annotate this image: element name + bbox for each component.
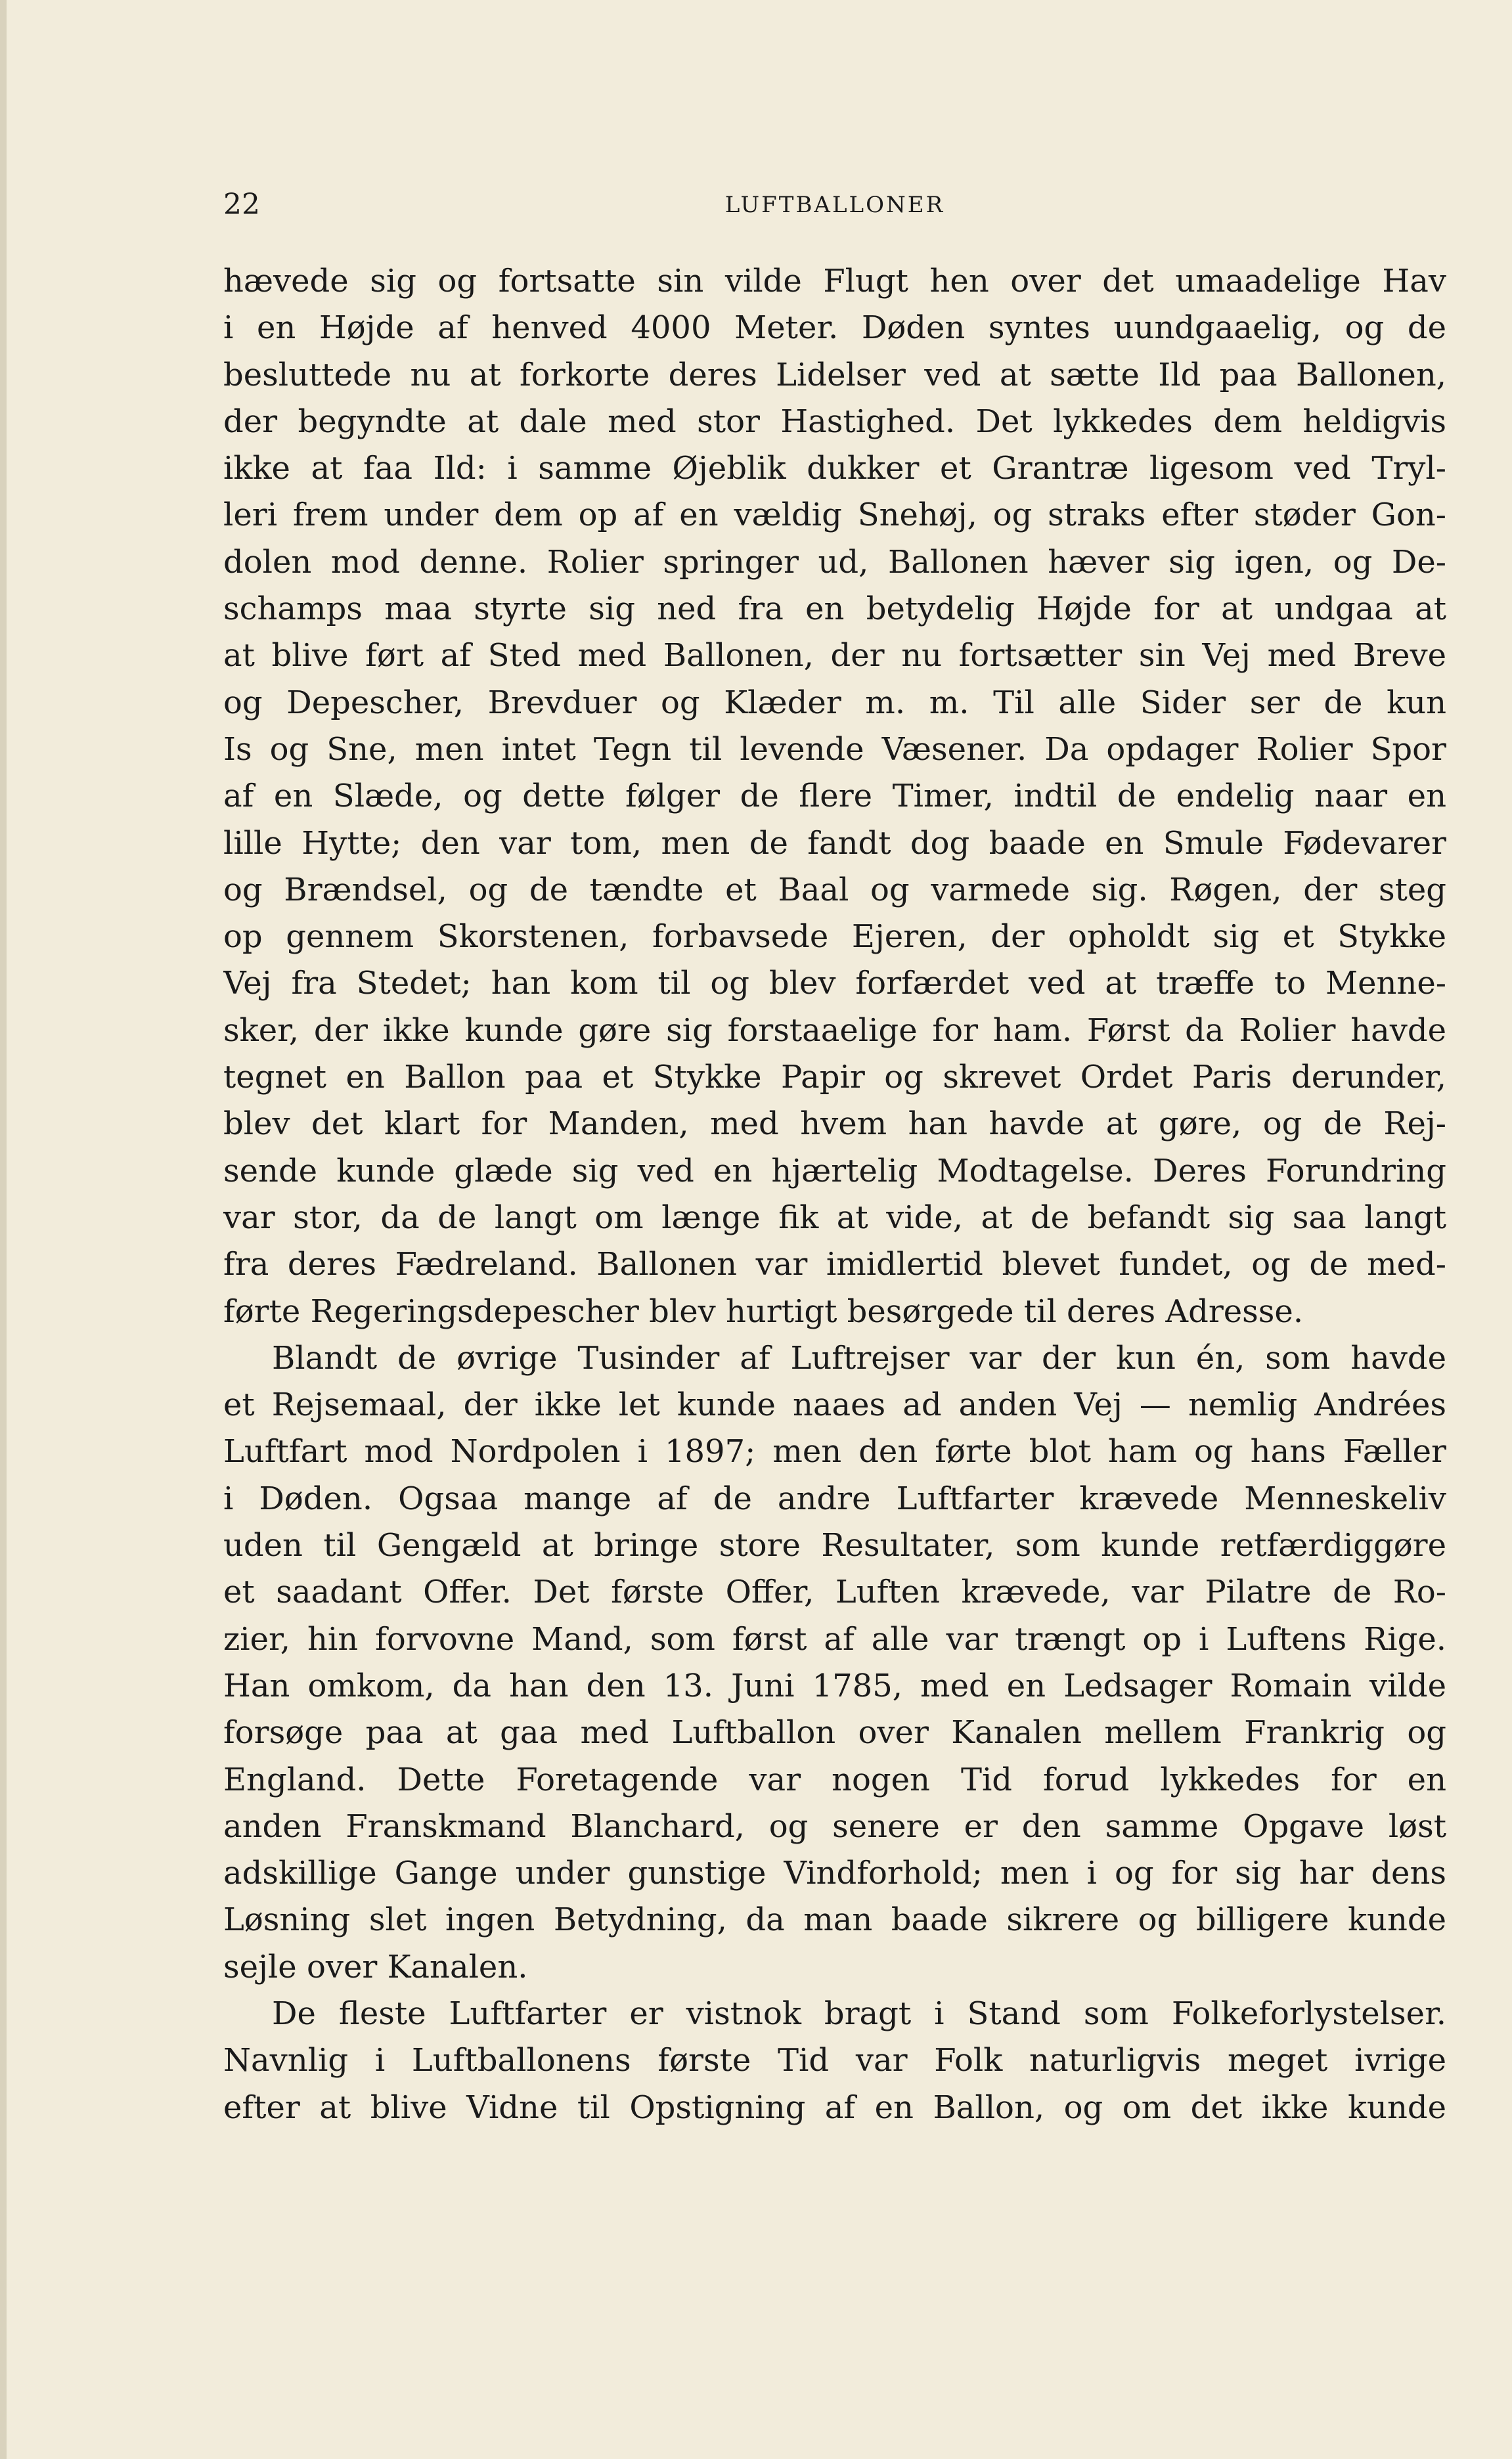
text-line: Navnlig i Luftballonens første Tid var Folk naturligvis meget ivrige	[223, 2042, 1446, 2079]
text-line: hævede sig og fortsatte sin vilde Flugt hen over det umaadelige Hav	[223, 263, 1446, 299]
text-line: tegnet en Ballon paa et Stykke Papir og skrevet Ordet Paris derunder,	[223, 1059, 1446, 1096]
text-line: England. Dette Foretagende var nogen Tid forud lykkedes for en	[223, 1761, 1446, 1798]
text-line: i Døden. Ogsaa mange af de andre Luftfarter krævede Menneskeliv	[223, 1480, 1446, 1517]
text-line: schamps maa styrte sig ned fra en betydelig Højde for at undgaa at	[223, 590, 1446, 628]
text-line: ikke at faa Ild: i samme Øjeblik dukker et Grantræ ligesom ved Tryl-	[223, 450, 1446, 487]
page-edge-shadow	[0, 0, 7, 2459]
text-line: var stor, da de langt om længe fik at vide, at de befandt sig saa langt	[223, 1199, 1446, 1236]
text-line: Han omkom, da han den 13. Juni 1785, med en Ledsager Romain vilde	[223, 1667, 1446, 1704]
text-line: Luftfart mod Nordpolen i 1897; men den førte blot ham og hans Fæller	[223, 1433, 1446, 1471]
text-line: Is og Sne, men intet Tegn til levende Væsener. Da opdager Rolier Spor	[223, 730, 1446, 768]
text-line: Blandt de øvrige Tusinder af Luftrejser var der kun én, som havde	[272, 1339, 1446, 1377]
text-line: sejle over Kanalen.	[223, 1948, 528, 1985]
running-head: LUFTBALLONER	[724, 192, 945, 218]
text-line: og Brændsel, og de tændte et Baal og varmede sig. Røgen, der steg	[223, 871, 1446, 908]
text-line: førte Regeringsdepescher blev hurtigt besørgede til deres Adresse.	[223, 1293, 1304, 1330]
text-line: Vej fra Stedet; han kom til og blev forfærdet ved at træffe to Menne-	[223, 965, 1446, 1002]
text-line: op gennem Skorstenen, forbavsede Ejeren, der opholdt sig et Stykke	[223, 918, 1446, 956]
text-line: uden til Gengæld at bringe store Resultater, som kunde retfærdiggøre	[223, 1527, 1446, 1564]
page-header	[223, 185, 1446, 225]
text-line: af en Slæde, og dette følger de flere Timer, indtil de endelig naar en	[223, 778, 1446, 815]
text-line: lille Hytte; den var tom, men de fandt dog baade en Smule Fødevarer	[223, 824, 1446, 862]
text-line: De fleste Luftfarter er vistnok bragt i Stand som Folkeforlystelser.	[272, 1995, 1446, 2032]
text-line: leri frem under dem op af en vældig Snehøj, og straks efter støder Gon-	[223, 497, 1446, 534]
page-number: 22	[223, 188, 260, 221]
text-line: Løsning slet ingen Betydning, da man baade sikrere og billigere kunde	[223, 1901, 1446, 1939]
text-line: et saadant Offer. Det første Offer, Luften krævede, var Pilatre de Ro-	[223, 1574, 1446, 1611]
text-line: adskillige Gange under gunstige Vindforhold; men i og for sig har dens	[223, 1855, 1446, 1892]
text-line: sker, der ikke kunde gøre sig forstaaelige for ham. Først da Rolier havde	[223, 1011, 1446, 1049]
text-line: et Rejsemaal, der ikke let kunde naaes ad anden Vej — nemlig Andrées	[223, 1386, 1446, 1424]
body-text	[223, 258, 1446, 2131]
text-line: der begyndte at dale med stor Hastighed. Det lykkedes dem heldigvis	[223, 403, 1446, 440]
paragraph	[223, 258, 1446, 1335]
text-line: blev det klart for Manden, med hvem han havde at gøre, og de Rej-	[223, 1105, 1446, 1143]
text-line: forsøge paa at gaa med Luftballon over Kanalen mellem Frankrig og	[223, 1714, 1446, 1752]
text-line: og Depescher, Brevduer og Klæder m. m. Til alle Sider ser de kun	[223, 684, 1446, 721]
paragraph	[223, 1335, 1446, 1991]
text-line: sende kunde glæde sig ved en hjærtelig Modtagelse. Deres Forundring	[223, 1152, 1446, 1189]
text-line: besluttede nu at forkorte deres Lidelser ved at sætte Ild paa Ballonen,	[223, 356, 1446, 393]
text-line: dolen mod denne. Rolier springer ud, Ballonen hæver sig igen, og De-	[223, 543, 1446, 581]
paragraph	[223, 1991, 1446, 2131]
text-line: fra deres Fædreland. Ballonen var imidlertid blevet fundet, og de med-	[223, 1246, 1446, 1283]
text-line: anden Franskmand Blanchard, og senere er den samme Opgave løst	[223, 1807, 1446, 1845]
text-line: efter at blive Vidne til Opstigning af en Ballon, og om det ikke kunde	[223, 2089, 1446, 2126]
text-line: at blive ført af Sted med Ballonen, der nu fortsætter sin Vej med Breve	[223, 637, 1446, 675]
text-line: i en Højde af henved 4000 Meter. Døden syntes uundgaaelig, og de	[223, 309, 1446, 347]
text-line: zier, hin forvovne Mand, som først af alle var trængt op i Luftens Rige.	[223, 1620, 1446, 1658]
